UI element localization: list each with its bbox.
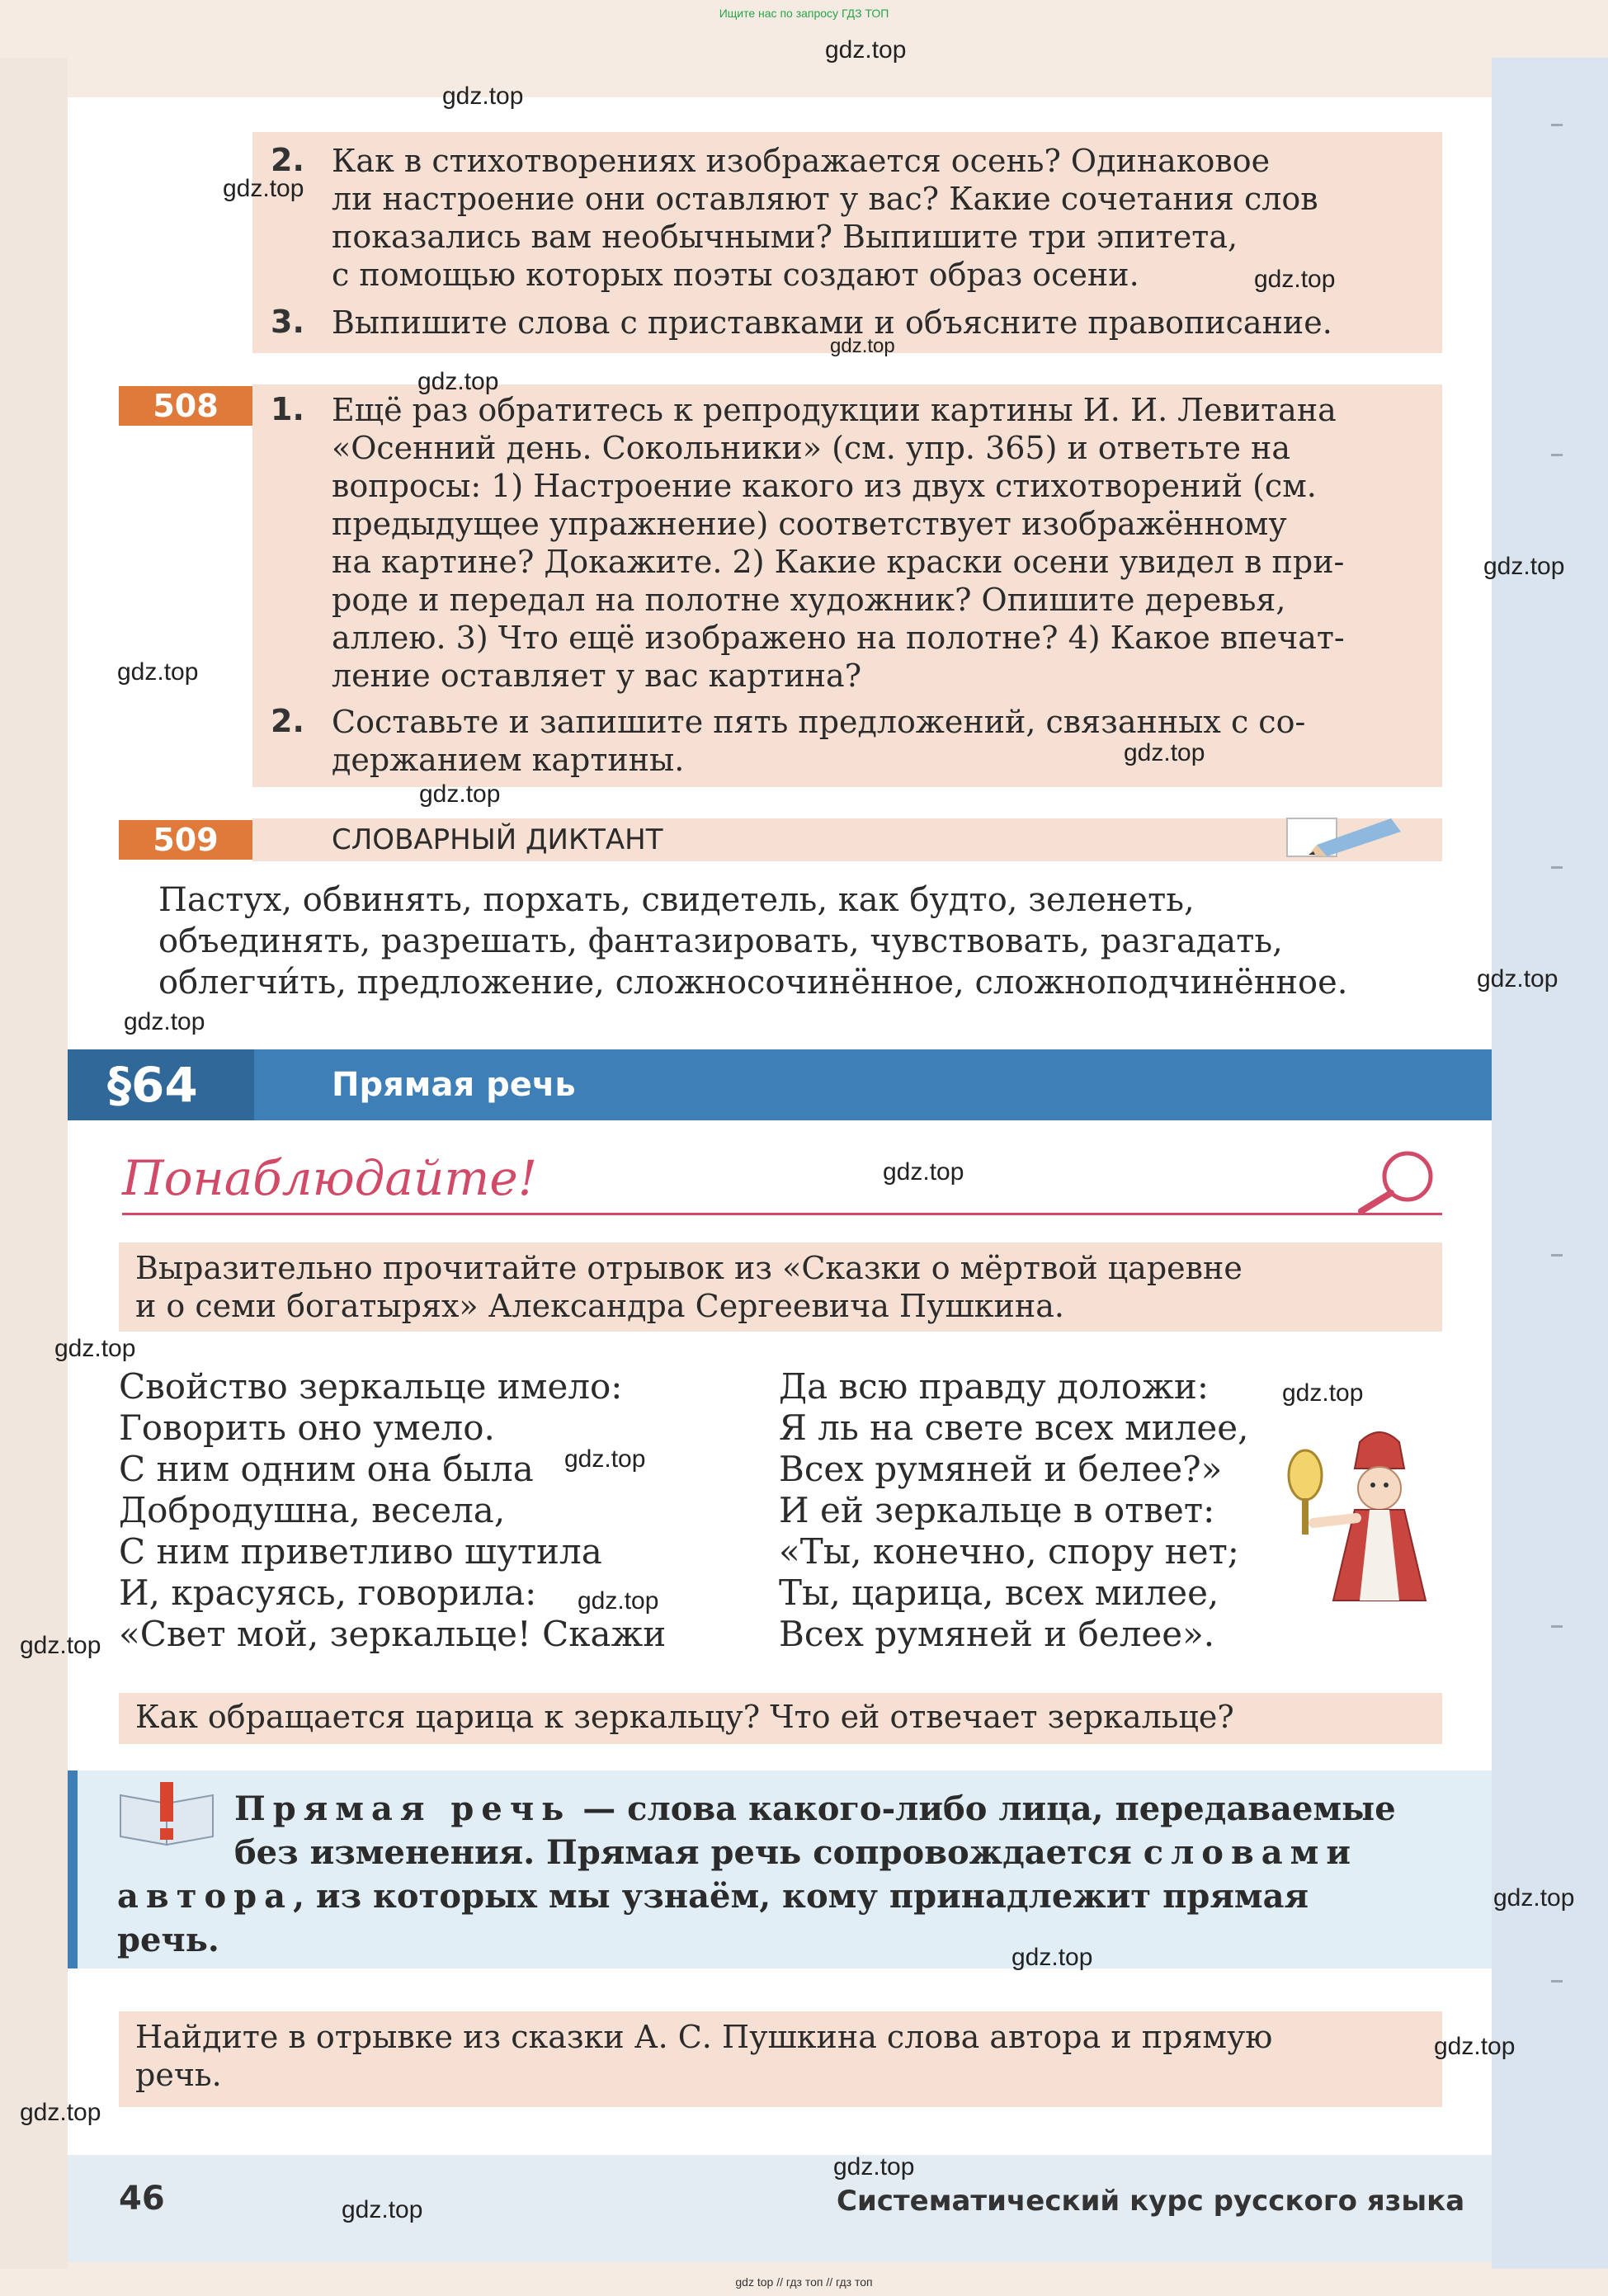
text-line: облегчи́ть, предложение, сложносочинённое, сложноподчинённое. <box>158 964 1348 1002</box>
watermark: gdz.top <box>1477 965 1558 992</box>
watermark: gdz.top <box>825 36 907 64</box>
poem-line: Ты, царица, всех милее, <box>779 1572 1219 1613</box>
stitch-mark <box>1551 1625 1563 1628</box>
text-line: показались вам необычными? Выпишите три эпитета, <box>332 219 1238 255</box>
section-header-band <box>68 1049 1492 1120</box>
term: Прямая речь <box>234 1789 572 1828</box>
stitch-mark <box>1551 1254 1563 1256</box>
watermark: gdz.top <box>54 1335 136 1362</box>
stitch-mark <box>1551 454 1563 456</box>
poem-line: Я ль на свете всех милее, <box>779 1407 1249 1448</box>
bottom-note: gdz top // гдз топ // гдз топ <box>735 2275 873 2289</box>
watermark: gdz.top <box>223 175 304 202</box>
watermark: gdz.top <box>20 1632 101 1659</box>
watermark: gdz.top <box>419 780 501 808</box>
watermark: gdz.top <box>342 2196 423 2223</box>
text-line: речь. <box>135 2057 222 2093</box>
text-line: Найдите в отрывке из сказки А. С. Пушкина слова автора и прямую <box>135 2019 1273 2055</box>
text-line: Выразительно прочитайте отрывок из «Сказки о мёртвой царевне <box>135 1250 1243 1286</box>
text-line: объединять, разрешать, фантазировать, чувствовать, разгадать, <box>158 922 1283 960</box>
item-number: 2. <box>271 142 304 178</box>
stitch-mark <box>1551 866 1563 869</box>
text-line: аллею. 3) Что ещё изображено на полотне? 4) Какое впечат- <box>332 620 1345 656</box>
watermark: gdz.top <box>1282 1379 1364 1407</box>
page-number: 46 <box>119 2180 165 2218</box>
item-number: 1. <box>271 391 304 427</box>
item-number: 3. <box>271 304 304 340</box>
course-title: Систематический курс русского языка <box>837 2185 1465 2218</box>
watermark: gdz.top <box>830 335 895 357</box>
rule-line <box>117 1787 1442 1831</box>
poem-line: Добродушна, весела, <box>119 1490 506 1530</box>
poem-line: Всех румяней и белее». <box>779 1614 1215 1654</box>
watermark: gdz.top <box>1011 1944 1093 1971</box>
magnifier-icon <box>1353 1147 1444 1214</box>
question-text: Как обращается царица к зеркальцу? Что ей отвечает зеркальце? <box>135 1699 1234 1735</box>
exercise-number-badge: 509 <box>119 820 252 860</box>
exercise-number-badge: 508 <box>119 386 252 426</box>
rule-line <box>117 1874 1442 1918</box>
exercise-508-item1 <box>332 391 1421 695</box>
poem-line: Говорить оно умело. <box>119 1407 495 1448</box>
watermark: gdz.top <box>124 1008 205 1035</box>
poem-line: Всех румяней и белее?» <box>779 1449 1223 1489</box>
text-line: Составьте и запишите пять предложений, связанных с со- <box>332 704 1306 740</box>
dictation-title: СЛОВАРНЫЙ ДИКТАНТ <box>332 823 663 856</box>
observe-underline <box>122 1213 1442 1215</box>
term: словами <box>1143 1833 1359 1872</box>
task-text <box>135 2018 1426 2094</box>
text-line: и о семи богатырях» Александра Сергеевича Пушкина. <box>135 1288 1064 1324</box>
rule-definition <box>117 1787 1442 1962</box>
text-line: Ещё раз обратитесь к репродукции картины И. И. Левитана <box>332 392 1337 428</box>
text-line: держанием картины. <box>332 742 685 778</box>
left-margin <box>0 58 68 2269</box>
watermark: gdz.top <box>1434 2033 1516 2060</box>
text-line: Пастух, обвинять, порхать, свидетель, как будто, зеленеть, <box>158 881 1195 919</box>
rule-line <box>117 1831 1442 1874</box>
text-line: с помощью которых поэты создают образ осени. <box>332 257 1139 293</box>
text-line: роде и передал на полотне художник? Опишите деревья, <box>332 582 1286 618</box>
text-line: ление оставляет у вас картина? <box>332 658 862 694</box>
watermark: gdz.top <box>883 1158 964 1186</box>
exercise-508-item2 <box>332 703 1421 779</box>
poem-line: Свойство зеркальце имело: <box>119 1366 623 1407</box>
rule-fragment: , из которых мы узнаём, кому принадлежит прямая <box>293 1877 1309 1916</box>
rule-fragment: речь. <box>117 1921 219 1959</box>
text-line: «Осенний день. Сокольники» (см. упр. 365) и ответьте на <box>332 430 1290 466</box>
section-title: Прямая речь <box>332 1066 576 1104</box>
right-margin <box>1492 58 1608 2269</box>
text-line: Как в стихотворениях изображается осень? Одинаковое <box>332 143 1271 179</box>
text-line: на картине? Докажите. 2) Какие краски осени увидел в при- <box>332 544 1345 580</box>
term: автора <box>117 1877 294 1916</box>
watermark: gdz.top <box>564 1445 646 1473</box>
rule-line <box>117 1918 1442 1962</box>
observe-heading: Понаблюдайте! <box>122 1150 537 1206</box>
poem-line: «Ты, конечно, спору нет; <box>779 1531 1239 1572</box>
poem-line: С ним одним она была <box>119 1449 534 1489</box>
section-number: §64 <box>68 1049 254 1120</box>
poem-line: «Свет мой, зеркальце! Скажи <box>119 1614 667 1654</box>
watermark: gdz.top <box>578 1587 659 1615</box>
poem-line: С ним приветливо шутила <box>119 1531 602 1572</box>
watermark: gdz.top <box>417 368 499 395</box>
watermark: gdz.top <box>20 2099 101 2126</box>
watermark: gdz.top <box>1124 739 1205 766</box>
observe-task <box>135 1249 1426 1325</box>
poem-line: И ей зеркальце в ответ: <box>779 1490 1215 1530</box>
top-note: Ищите нас по запросу ГДЗ ТОП <box>719 7 889 20</box>
poem-line: Да всю правду доложи: <box>779 1366 1210 1407</box>
item-number: 2. <box>271 703 304 739</box>
watermark: gdz.top <box>1254 266 1336 293</box>
exercise-507-item3: Выпишите слова с приставками и объясните правописание. <box>332 304 1332 341</box>
watermark: gdz.top <box>117 658 199 686</box>
poem-right-column <box>779 1366 1248 1655</box>
rule-stripe <box>68 1770 78 1968</box>
tsarina-with-mirror-illustration <box>1280 1426 1442 1604</box>
rule-fragment: — слова какого-либо лица, передаваемые <box>571 1789 1396 1828</box>
watermark: gdz.top <box>833 2153 915 2180</box>
watermark: gdz.top <box>1483 553 1565 580</box>
rule-fragment: без изменения. Прямая речь сопровождается <box>234 1833 1144 1872</box>
text-line: предыдущее упражнение) соответствует изображённому <box>332 506 1287 542</box>
text-line: ли настроение они оставляют у вас? Какие сочетания слов <box>332 181 1318 217</box>
watermark: gdz.top <box>442 83 524 110</box>
poem-line: И, красуясь, говорила: <box>119 1572 537 1613</box>
stitch-mark <box>1551 124 1563 126</box>
watermark: gdz.top <box>1493 1884 1575 1912</box>
stitch-mark <box>1551 1980 1563 1982</box>
dictation-words <box>158 879 1442 1003</box>
pencil-icon <box>1284 813 1408 863</box>
text-line: вопросы: 1) Настроение какого из двух стихотворений (см. <box>332 468 1317 504</box>
